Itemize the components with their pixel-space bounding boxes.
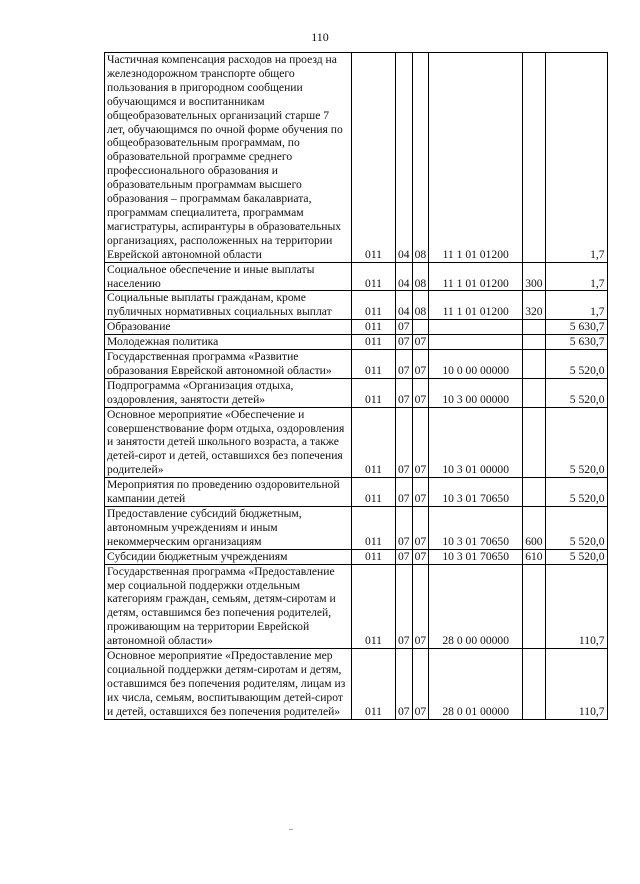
section-code: 07: [396, 564, 413, 648]
ministry-code: 011: [352, 53, 396, 263]
subsection-code: 07: [412, 407, 429, 478]
expense-type-code: [523, 53, 545, 263]
section-code: 07: [396, 350, 413, 379]
row-name: Частичная компенсация расходов на проезд на железнодорожном транспорте общего пользования в пригородном сообщении обучающимся и воспитанникам общеобразовательных организаций старше 7 лет, обучающимся по очной форме обучения по общеобразовательным программам, по образовательной программе среднего профессионального образования и образовательным программам высшего образования – программам бакалавриата, программам специалитета, программам магистратуры, аспирантуры в образовательных организациях, расположенных на территории Еврейской автономной области: [105, 53, 352, 263]
expense-type-code: [523, 335, 545, 350]
table-row: [105, 564, 608, 648]
subsection-code: 07: [412, 478, 429, 507]
amount: 5 520,0: [545, 478, 607, 507]
expense-type-code: 610: [523, 549, 545, 564]
subsection-code: [412, 320, 429, 335]
section-code: 07: [396, 335, 413, 350]
ministry-code: 011: [352, 507, 396, 550]
target-article-code: 11 1 01 01200: [429, 262, 523, 291]
ministry-code: 011: [352, 564, 396, 648]
section-code: 04: [396, 53, 413, 263]
section-code: 07: [396, 378, 413, 407]
target-article-code: [429, 335, 523, 350]
amount: 1,7: [545, 53, 607, 263]
target-article-code: 10 0 00 00000: [429, 350, 523, 379]
expense-type-code: [523, 564, 545, 648]
table-row: [105, 335, 608, 350]
target-article-code: 10 3 01 00000: [429, 407, 523, 478]
subsection-code: 07: [412, 507, 429, 550]
expense-type-code: [523, 407, 545, 478]
section-code: 04: [396, 262, 413, 291]
subsection-code: 07: [412, 649, 429, 720]
table-row: [105, 407, 608, 478]
amount: 5 630,7: [545, 320, 607, 335]
ministry-code: 011: [352, 350, 396, 379]
row-name: Мероприятия по проведению оздоровительной кампании детей: [105, 478, 352, 507]
subsection-code: 08: [412, 262, 429, 291]
table-row: [105, 649, 608, 720]
ministry-code: 011: [352, 378, 396, 407]
ministry-code: 011: [352, 320, 396, 335]
table-row: [105, 378, 608, 407]
ministry-code: 011: [352, 407, 396, 478]
amount: 5 520,0: [545, 350, 607, 379]
subsection-code: 08: [412, 291, 429, 320]
section-code: 07: [396, 407, 413, 478]
amount: 5 520,0: [545, 549, 607, 564]
row-name: Образование: [105, 320, 352, 335]
amount: 1,7: [545, 262, 607, 291]
table-row: [105, 350, 608, 379]
table-row: [105, 320, 608, 335]
target-article-code: 11 1 01 01200: [429, 53, 523, 263]
row-name: Субсидии бюджетным учреждениям: [105, 549, 352, 564]
row-name: Предоставление субсидий бюджетным, автономным учреждениям и иным некоммерческим организациям: [105, 507, 352, 550]
subsection-code: 08: [412, 53, 429, 263]
subsection-code: 07: [412, 335, 429, 350]
section-code: 07: [396, 507, 413, 550]
ministry-code: 011: [352, 291, 396, 320]
ministry-code: 011: [352, 549, 396, 564]
scan-mark: [289, 829, 293, 830]
row-name: Молодежная политика: [105, 335, 352, 350]
expense-type-code: 320: [523, 291, 545, 320]
amount: 110,7: [545, 649, 607, 720]
row-name: Основное мероприятие «Предоставление мер социальной поддержки детям-сиротам и детям, оставшимся без попечения родителям, лицам из их числа, семьям, воспитывающим детей-сирот и детей, оставшихся без попечения родителей»: [105, 649, 352, 720]
section-code: 07: [396, 649, 413, 720]
expense-type-code: [523, 320, 545, 335]
row-name: Социальное обеспечение и иные выплаты населению: [105, 262, 352, 291]
row-name: Подпрограмма «Организация отдыха, оздоровления, занятости детей»: [105, 378, 352, 407]
row-name: Государственная программа «Развитие образования Еврейской автономной области»: [105, 350, 352, 379]
subsection-code: 07: [412, 564, 429, 648]
expense-type-code: [523, 350, 545, 379]
target-article-code: 10 3 00 00000: [429, 378, 523, 407]
subsection-code: 07: [412, 350, 429, 379]
target-article-code: 28 0 01 00000: [429, 649, 523, 720]
table-row: [105, 262, 608, 291]
table-row: [105, 53, 608, 263]
row-name: Основное мероприятие «Обеспечение и совершенствование форм отдыха, оздоровления и занятости детей школьного возраста, а также детей-сирот и детей, оставшихся без попечения родителей»: [105, 407, 352, 478]
row-name: Социальные выплаты гражданам, кроме публичных нормативных социальных выплат: [105, 291, 352, 320]
ministry-code: 011: [352, 478, 396, 507]
expense-type-code: [523, 649, 545, 720]
amount: 5 520,0: [545, 507, 607, 550]
expense-type-code: 600: [523, 507, 545, 550]
table-row: [105, 549, 608, 564]
row-name: Государственная программа «Предоставление мер социальной поддержки отдельным категориям граждан, семьям, детям-сиротам и детям, оставшимся без попечения родителей, проживающим на территории Еврейской автономной области»: [105, 564, 352, 648]
amount: 5 630,7: [545, 335, 607, 350]
section-code: 04: [396, 291, 413, 320]
target-article-code: 11 1 01 01200: [429, 291, 523, 320]
expense-type-code: 300: [523, 262, 545, 291]
page-number: 110: [311, 30, 329, 44]
table-row: [105, 507, 608, 550]
target-article-code: [429, 320, 523, 335]
ministry-code: 011: [352, 649, 396, 720]
expense-type-code: [523, 478, 545, 507]
section-code: 07: [396, 478, 413, 507]
subsection-code: 07: [412, 378, 429, 407]
amount: 5 520,0: [545, 378, 607, 407]
target-article-code: 10 3 01 70650: [429, 549, 523, 564]
target-article-code: 28 0 00 00000: [429, 564, 523, 648]
ministry-code: 011: [352, 262, 396, 291]
target-article-code: 10 3 01 70650: [429, 478, 523, 507]
expense-type-code: [523, 378, 545, 407]
amount: 1,7: [545, 291, 607, 320]
table-row: [105, 478, 608, 507]
subsection-code: 07: [412, 549, 429, 564]
amount: 110,7: [545, 564, 607, 648]
table-row: [105, 291, 608, 320]
section-code: 07: [396, 549, 413, 564]
amount: 5 520,0: [545, 407, 607, 478]
target-article-code: 10 3 01 70650: [429, 507, 523, 550]
ministry-code: 011: [352, 335, 396, 350]
section-code: 07: [396, 320, 413, 335]
budget-table: [104, 52, 608, 720]
